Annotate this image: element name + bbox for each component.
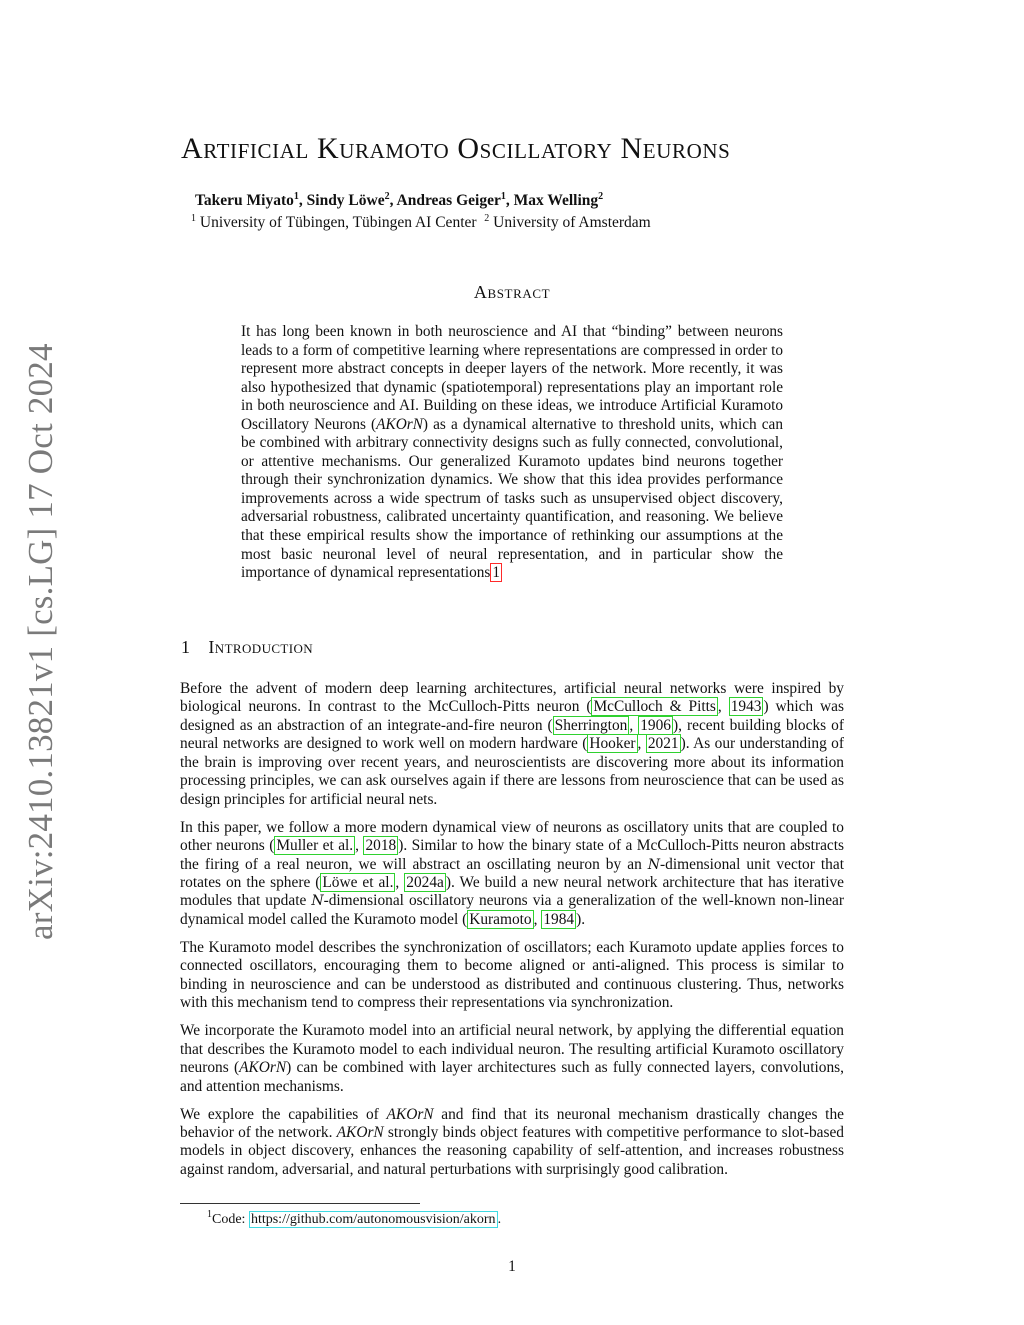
affiliation-mark: 1 <box>191 213 196 224</box>
citation-link[interactable]: McCulloch & Pitts <box>593 698 716 716</box>
math-symbol: N <box>647 856 661 873</box>
affiliation-mark: 1 <box>293 191 299 202</box>
author-list: Takeru Miyato$^1$, Sindy Löwe$^2$, Andreas Geiger$^1$, Max Welling$^2$ <box>195 191 604 209</box>
citation-link[interactable]: 1984 <box>543 910 575 928</box>
section-title: Introduction <box>208 637 314 657</box>
akorn-term: AKOrN <box>336 1123 384 1141</box>
citation-link[interactable]: Muller et al. <box>276 837 354 855</box>
author-name: Max Welling <box>513 192 599 209</box>
citation-link[interactable]: Hooker <box>589 735 636 753</box>
author-name: Sindy Löwe <box>306 192 385 209</box>
abstract-text: It has long been known in both neuroscience and AI that “binding” between neurons leads to a form of competitive learning where representations are compressed in order to represent more abstract concepts in deeper layers of the network. More recently, it was also hypothesized that dynamic (spatiotemporal) representations play an important role in both neuroscience and AI. Building on these ideas, we introduce Artificial Kuramoto Oscillatory Neurons (AKOrN) as a dynamical alternative to threshold units, which can be combined with arbitrary connectivity designs such as fully connected, convolutional, or attentive mechanisms. Our generalized Kuramoto updates bind neurons together through their synchronization dynamics. We show that this idea provides performance improvements across a wide spectrum of tasks such as unsupervised object discovery, adversarial robustness, calibrated uncertainty quantification, and reasoning. We believe that these empirical results show the importance of rethinking our assumptions at the most basic neuronal level of neural representation, and in particular show the importance of dynamical representations 1 <box>241 323 783 582</box>
section-heading <box>181 637 313 658</box>
footnote-mark: 1 <box>207 1209 212 1220</box>
citation-link[interactable]: Löwe et al. <box>322 874 394 892</box>
affiliation-mark: 1 <box>500 191 506 202</box>
code-url-link[interactable]: https://github.com/autonomousvision/akorn <box>250 1212 496 1227</box>
citation-link[interactable]: 1906 <box>640 716 671 734</box>
paragraph: We incorporate the Kuramoto model into an artificial neural network, by applying the differential equation that describes the Kuramoto model to each individual neuron. The resulting artificial Kuramoto oscillatory neurons (AKOrN) can be combined with layer architectures such as fully connected layers, convolutions, and attention mechanisms. <box>180 1022 844 1095</box>
introduction-body <box>180 680 844 1189</box>
affiliation-mark: 2 <box>598 191 604 202</box>
paragraph: Before the advent of modern deep learning architectures, artificial neural networks were inspired by biological neurons. In contrast to the McCulloch-Pitts neuron ( McCulloch & Pitts , 1943 ) which was designed as an abstraction of an integrate-and-fire neuron ( Sherrington , 1906 ), recent building blocks of neural networks are designed to work well on modern hardware ( Hooker , 2021 ). As our understanding of the brain is improving over recent years, and neuroscientists are discovering more about its information processing principles, we can ask ourselves again if there are lessons from neuroscience that can be used as design principles for artificial neural nets. <box>180 680 844 808</box>
affiliation-name: University of Amsterdam <box>493 214 651 231</box>
abstract-heading: Abstract <box>473 282 551 302</box>
author-name: Takeru Miyato <box>195 192 294 209</box>
citation-link[interactable]: Sherrington <box>554 716 628 734</box>
affiliations <box>191 213 651 232</box>
akorn-term: AKOrN <box>386 1105 434 1123</box>
affiliation-mark: 2 <box>384 191 390 202</box>
paragraph: We explore the capabilities of AKOrN and find that its neuronal mechanism drastically changes the behavior of the network. AKOrN strongly binds object features with competitive performance to slot-based models in object discovery, enhances the reasoning capability of self-attention, and increases robustness against random, adversarial, and natural perturbations with surprisingly good calibration. <box>180 1105 844 1178</box>
author-name: Andreas Geiger <box>396 192 501 209</box>
paper-title: Artificial Kuramoto Oscillatory Neurons <box>181 132 731 165</box>
citation-link[interactable]: 2018 <box>365 837 397 855</box>
section-number: 1 <box>181 637 191 657</box>
citation-link[interactable]: 1943 <box>730 698 762 716</box>
arxiv-identifier: arXiv:2410.13821v1 [cs.LG] 17 Oct 2024 <box>21 343 60 940</box>
footnote: $^1$Code: https://github.com/autonomousvision/akorn . <box>207 1209 502 1227</box>
affiliation-mark: 2 <box>484 213 490 224</box>
akorn-term: AKOrN <box>239 1059 287 1077</box>
citation-link[interactable]: 2021 <box>647 735 679 753</box>
paragraph: In this paper, we follow a more modern dynamical view of neurons as oscillatory units that are coupled to other neurons ( Muller et al. , 2018 ). Similar to how the binary state of a McCulloch-Pitts neuron abstracts the firing of a real neuron, we will abstract an oscillating neuron by an N-dimensional unit vector that rotates on the sphere ( Löwe et al. , 2024a ). We build a new neural network architecture that has iterative modules that update N-dimensional oscillatory neurons via a generalization of the well-known non-linear dynamical model called the Kuramoto model ( Kuramoto , 1984 ). <box>180 818 844 928</box>
citation-link[interactable]: Kuramoto <box>469 910 532 928</box>
footnote-divider <box>180 1203 420 1204</box>
math-symbol: N <box>311 893 324 910</box>
paragraph: The Kuramoto model describes the synchronization of oscillators; each Kuramoto update applies forces to connected oscillators, encouraging them to become aligned or anti-aligned. This process is similar to binding in neuroscience and can be understood as distributed and continuous clustering. Thus, networks with this mechanism tend to compress their representations via synchronization. <box>180 938 844 1012</box>
footnote-link[interactable]: 1 <box>492 564 500 582</box>
citation-link[interactable]: 2024a <box>406 874 444 892</box>
affiliation-name: University of Tübingen, Tübingen AI Center <box>199 214 477 231</box>
page-number: 1 <box>508 1258 516 1275</box>
akorn-term: AKOrN <box>376 415 423 433</box>
